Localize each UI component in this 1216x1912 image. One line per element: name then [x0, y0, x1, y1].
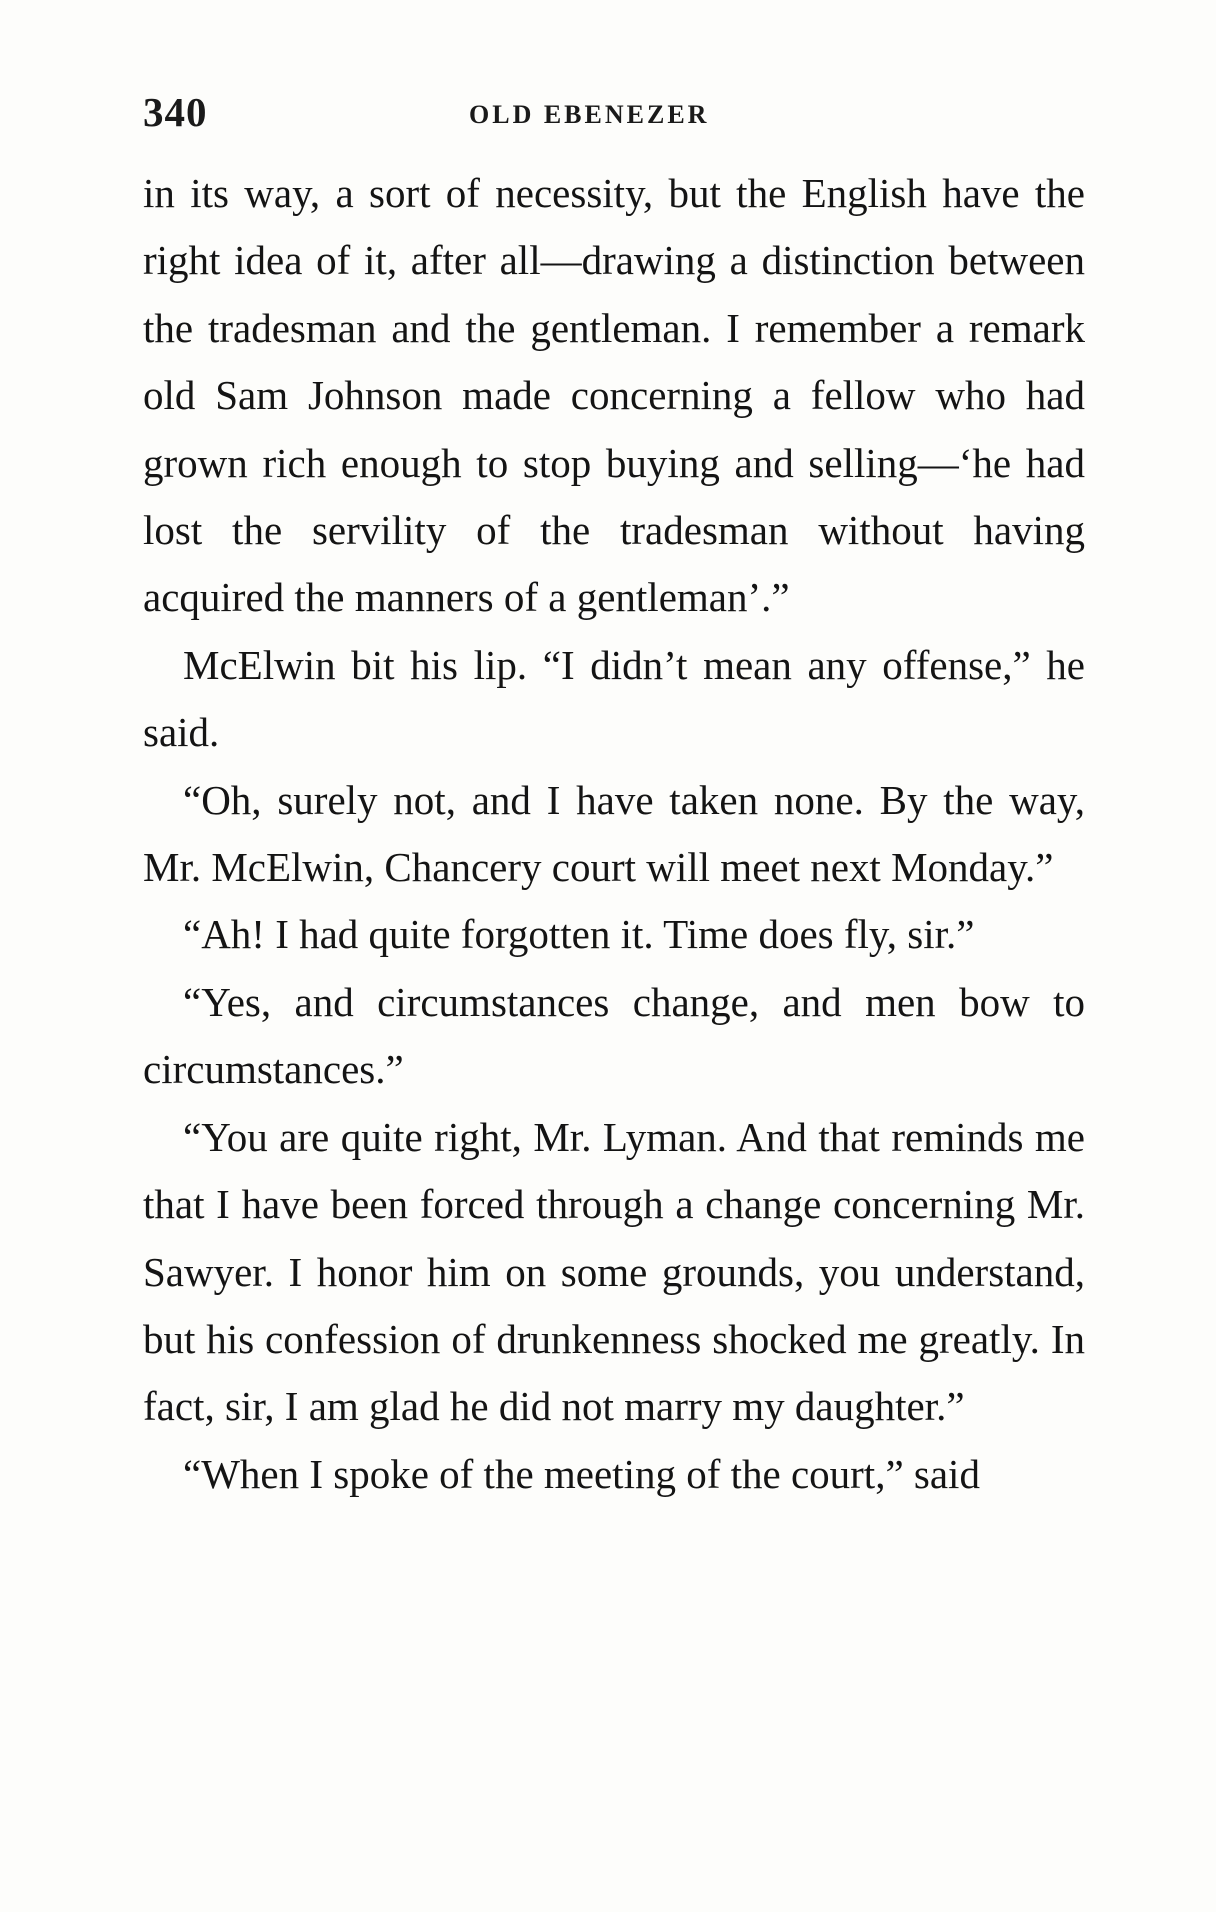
paragraph: “When I spoke of the meeting of the court,” said [183, 1450, 980, 1497]
paragraph: “Ah! I had quite forgotten it. Time does fly, sir.” [183, 911, 975, 958]
body-text [143, 160, 1085, 1508]
paragraph: “Oh, surely not, and I have taken none. By the way, Mr. McElwin, Chancery court will meet next Monday.” [143, 776, 1085, 891]
paragraph: “Yes, and circumstances change, and men bow to circumstances.” [143, 978, 1085, 1093]
paragraph: in its way, a sort of necessity, but the English have the right idea of it, after all—drawing a distinction between the tradesman and the gentleman. I remember a remark old Sam Johnson made concerning a fellow who had grown rich enough to stop buying and selling—‘he had lost the servility of the tradesman without having acquired the manners of a gentleman’.” [143, 170, 1085, 621]
page-number: 340 [143, 89, 208, 135]
paragraph: McElwin bit his lip. “I didn’t mean any offense,” he said. [143, 641, 1085, 756]
running-title: OLD EBENEZER [469, 100, 710, 129]
paragraph: “You are quite right, Mr. Lyman. And that reminds me that I have been forced through a change concerning Mr. Sawyer. I honor him on some grounds, you understand, but his confession of drunkenness shocked me greatly. In fact, sir, I am glad he did not marry my daughter.” [143, 1113, 1085, 1430]
page-header [143, 88, 1085, 148]
